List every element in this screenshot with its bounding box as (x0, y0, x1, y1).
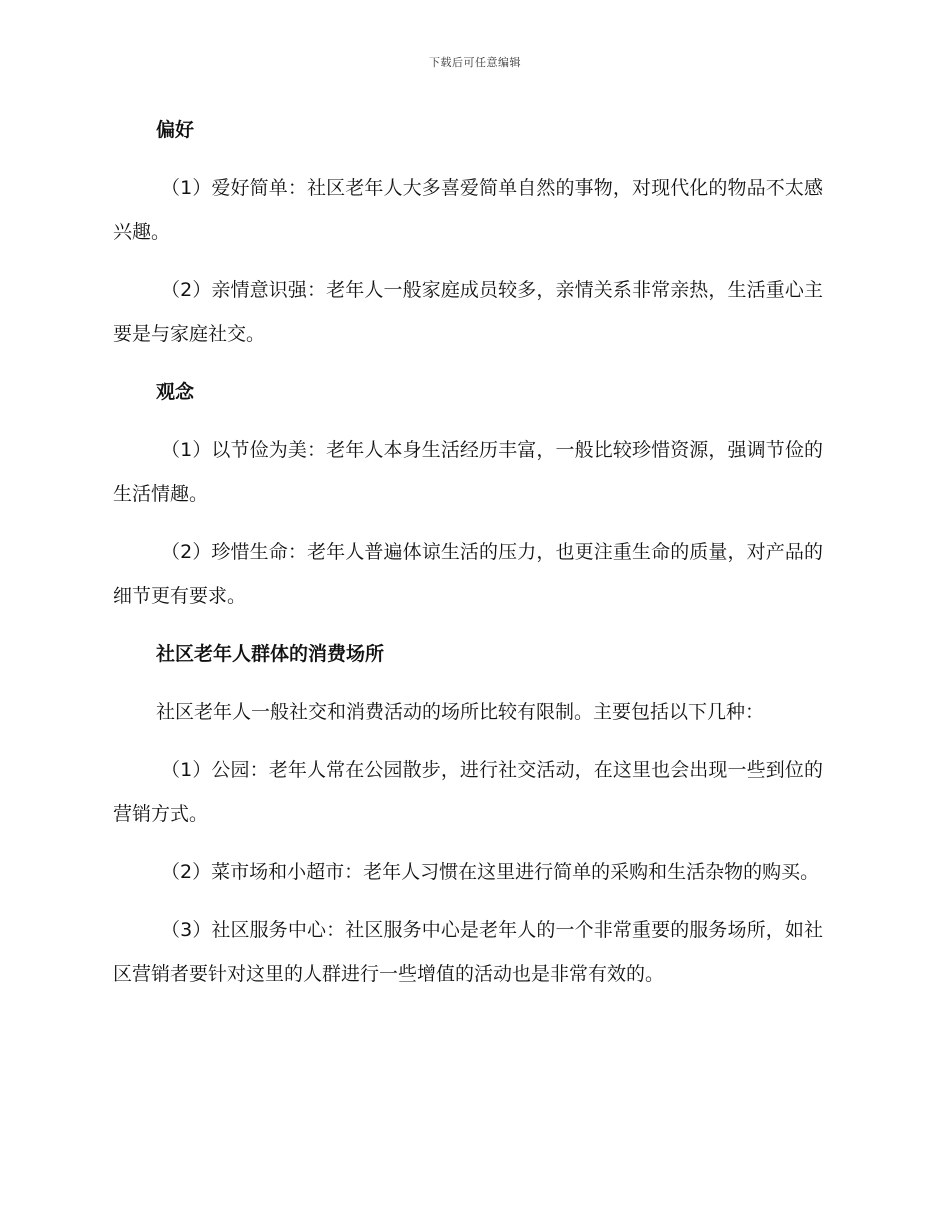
section-heading-concept: 观念 (156, 381, 195, 403)
paragraph-concept-1: （1）以节俭为美：老年人本身生活经历丰富，一般比较珍惜资源，强调节俭的生活情趣。 (113, 439, 823, 505)
header-note: 下载后可任意编辑 (429, 56, 521, 69)
paragraph-places-intro: 社区老年人一般社交和消费活动的场所比较有限制。主要包括以下几种： (156, 701, 765, 723)
section-heading-preference: 偏好 (156, 119, 195, 141)
document-body (113, 108, 823, 1010)
paragraph-preference-2: （2）亲情意识强：老年人一般家庭成员较多，亲情关系非常亲热，生活重心主要是与家庭社交。 (113, 279, 823, 345)
paragraph-places-2: （2）菜市场和小超市：老年人习惯在这里进行简单的采购和生活杂物的购买。 (161, 861, 820, 883)
section-heading-places: 社区老年人群体的消费场所 (156, 643, 385, 665)
paragraph-concept-2: （2）珍惜生命：老年人普遍体谅生活的压力，也更注重生命的质量，对产品的细节更有要求。 (113, 541, 823, 607)
paragraph-places-1: （1）公园：老年人常在公园散步，进行社交活动，在这里也会出现一些到位的营销方式。 (113, 759, 823, 825)
paragraph-places-3: （3）社区服务中心：社区服务中心是老年人的一个非常重要的服务场所，如社区营销者要针对这里的人群进行一些增值的活动也是非常有效的。 (113, 919, 823, 985)
paragraph-preference-1: （1）爱好简单：社区老年人大多喜爱简单自然的事物，对现代化的物品不太感兴趣。 (113, 177, 823, 243)
